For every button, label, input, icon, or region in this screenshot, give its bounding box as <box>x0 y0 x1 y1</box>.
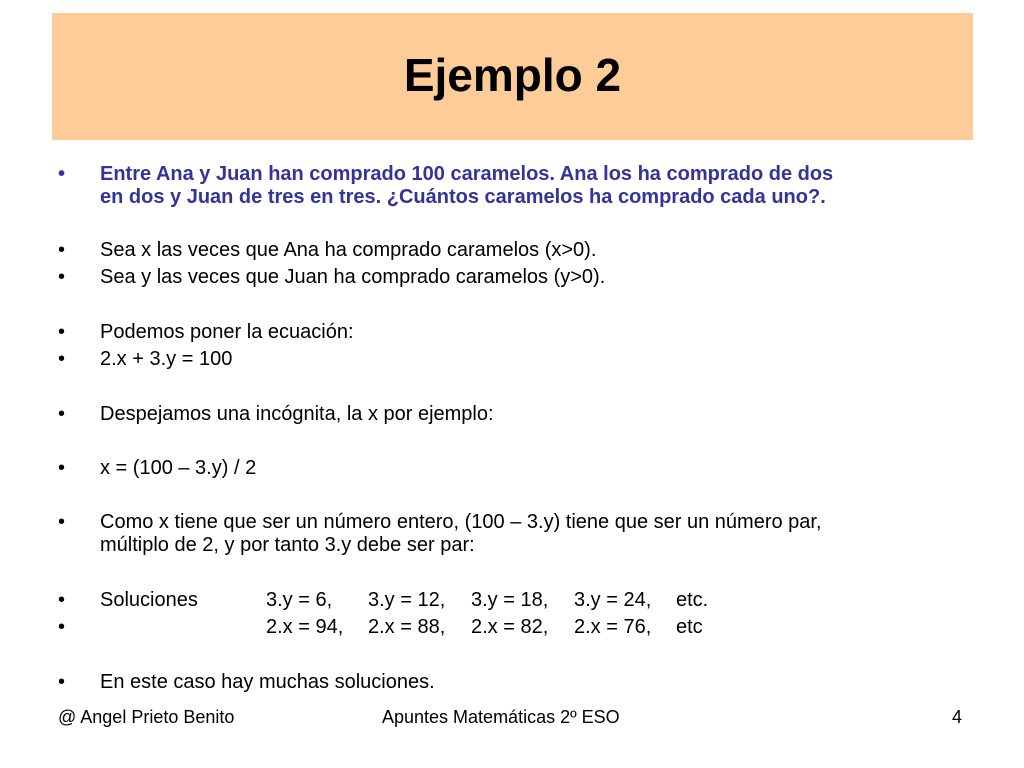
solution-x-3: 2.x = 82, <box>471 616 549 638</box>
razon-text-2: múltiplo de 2, y por tanto 3.y debe ser par: <box>100 534 475 556</box>
bullet: • <box>58 348 66 370</box>
sea-y-text: Sea y las veces que Juan ha comprado caramelos (y>0). <box>100 266 606 288</box>
bullet: • <box>58 403 66 425</box>
solution-x-1: 2.x = 94, <box>266 616 344 638</box>
footer-page-number: 4 <box>952 707 963 727</box>
footer-author: @ Angel Prieto Benito <box>58 707 235 727</box>
solution-y-etc: etc. <box>676 589 709 611</box>
solution-y-4: 3.y = 24, <box>574 589 652 611</box>
solution-y-3: 3.y = 18, <box>471 589 549 611</box>
bullet: • <box>58 671 66 693</box>
bullet: • <box>58 589 66 611</box>
solution-x-etc: etc <box>676 616 703 638</box>
slide-title: Ejemplo 2 <box>403 48 622 101</box>
razon-text-1: Como x tiene que ser un número entero, (100 – 3.y) tiene que ser un número par, <box>100 511 822 533</box>
question-text-1: Entre Ana y Juan han comprado 100 caramelos. Ana los ha comprado de dos <box>100 163 834 185</box>
ecuacion-text: 2.x + 3.y = 100 <box>100 348 233 370</box>
title-box <box>52 13 973 140</box>
solution-y-2: 3.y = 12, <box>368 589 446 611</box>
bullet: • <box>58 163 66 185</box>
bullet: • <box>58 266 66 288</box>
solution-x-4: 2.x = 76, <box>574 616 652 638</box>
despeje-text: x = (100 – 3.y) / 2 <box>100 457 257 479</box>
solution-y-1: 3.y = 6, <box>266 589 333 611</box>
question-text-2: en dos y Juan de tres en tres. ¿Cuántos caramelos ha comprado cada uno?. <box>100 186 826 208</box>
ecuacion-intro-text: Podemos poner la ecuación: <box>100 321 354 343</box>
solution-x-2: 2.x = 88, <box>368 616 446 638</box>
footer-course: Apuntes Matemáticas 2º ESO <box>382 707 620 727</box>
bullet: • <box>58 321 66 343</box>
sea-x-text: Sea x las veces que Ana ha comprado caramelos (x>0). <box>100 239 597 261</box>
bullet: • <box>58 616 66 638</box>
bullet: • <box>58 239 66 261</box>
bullet: • <box>58 457 66 479</box>
bullet: • <box>58 511 66 533</box>
despejamos-text: Despejamos una incógnita, la x por ejemplo: <box>100 403 494 425</box>
soluciones-label: Soluciones <box>100 589 198 611</box>
conclusion-text: En este caso hay muchas soluciones. <box>100 671 435 693</box>
